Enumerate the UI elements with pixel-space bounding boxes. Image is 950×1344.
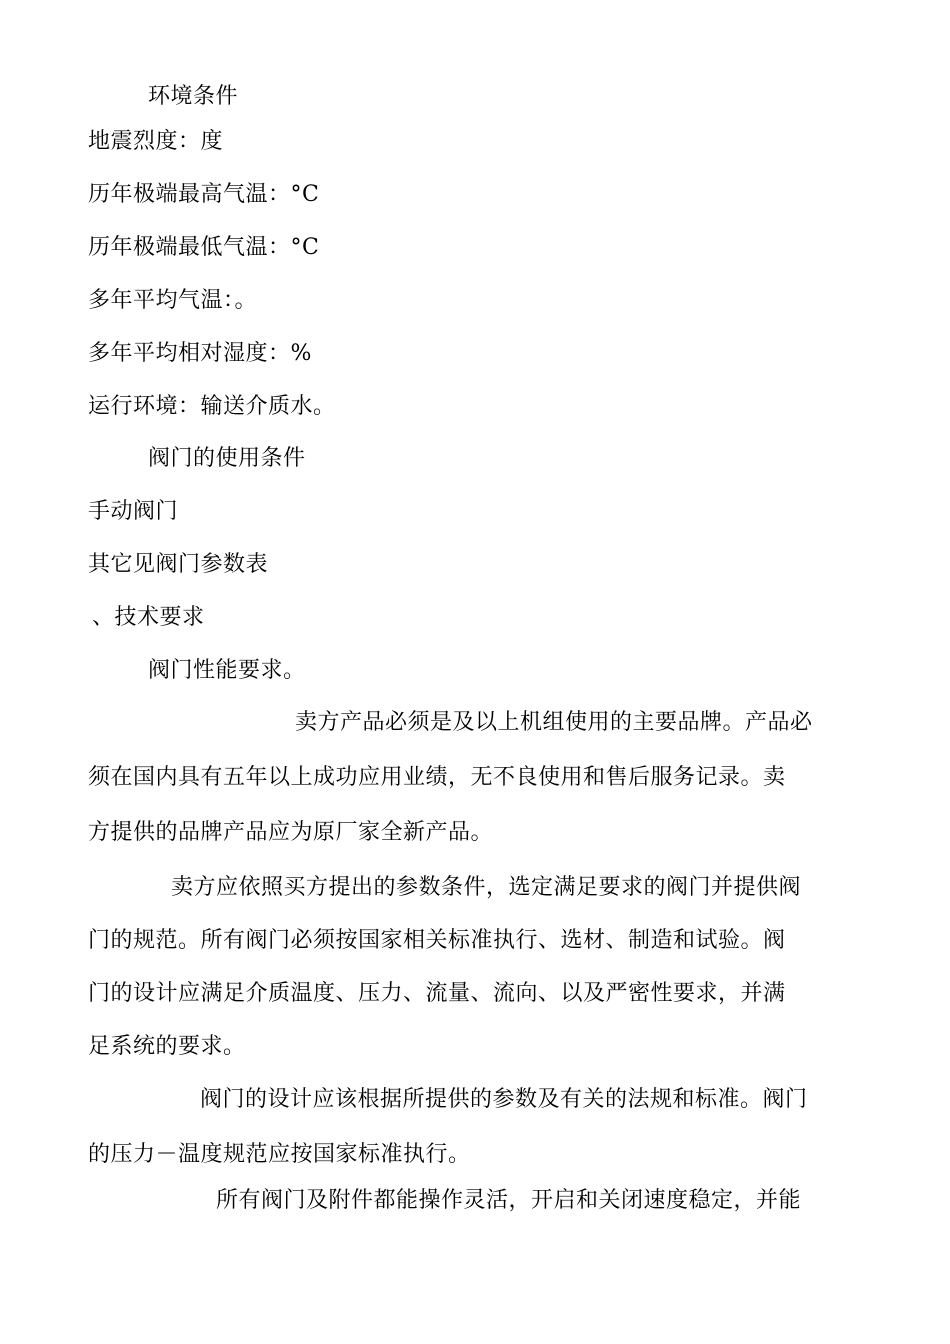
paragraph-3-line-1: 阀门的设计应该根据所提供的参数及有关的法规和标准。阀门 (200, 1087, 808, 1112)
paragraph-1-line-3: 方提供的品牌产品应为原厂家全新产品。 (88, 820, 494, 845)
section-heading-performance: 阀门性能要求。 (148, 658, 306, 683)
operating-environment: 运行环境：输送介质水。 (88, 394, 336, 419)
average-humidity: 多年平均相对湿度：% (88, 341, 312, 366)
paragraph-3-line-2: 的压力－温度规范应按国家标准执行。 (88, 1142, 471, 1167)
paragraph-1-line-2: 须在国内具有五年以上成功应用业绩，无不良使用和售后服务记录。卖 (88, 765, 786, 790)
average-temperature: 多年平均气温：。 (88, 288, 258, 313)
section-heading-environment: 环境条件 (148, 84, 239, 109)
paragraph-1-line-1: 卖方产品必须是及以上机组使用的主要品牌。产品必 (295, 710, 813, 735)
paragraph-2-line-1: 卖方应依照买方提出的参数条件，选定满足要求的阀门并提供阀 (171, 875, 802, 900)
paragraph-2-line-4: 足系统的要求。 (88, 1034, 246, 1059)
paragraph-2-line-3: 门的设计应满足介质温度、压力、流量、流向、以及严密性要求，并满 (88, 981, 786, 1006)
section-heading-valve-usage: 阀门的使用条件 (148, 446, 306, 471)
section-heading-technical-requirements: 、技术要求 (92, 605, 205, 630)
paragraph-2-line-2: 门的规范。所有阀门必须按国家相关标准执行、选材、制造和试验。阀 (88, 928, 786, 953)
min-temperature: 历年极端最低气温：°C (88, 235, 320, 260)
seismic-intensity: 地震烈度：度 (88, 129, 224, 154)
paragraph-4-line-1: 所有阀门及附件都能操作灵活，开启和关闭速度稳定，并能 (216, 1188, 802, 1213)
manual-valve: 手动阀门 (88, 499, 179, 524)
max-temperature: 历年极端最高气温：°C (88, 182, 320, 207)
other-parameters: 其它见阀门参数表 (88, 552, 269, 577)
